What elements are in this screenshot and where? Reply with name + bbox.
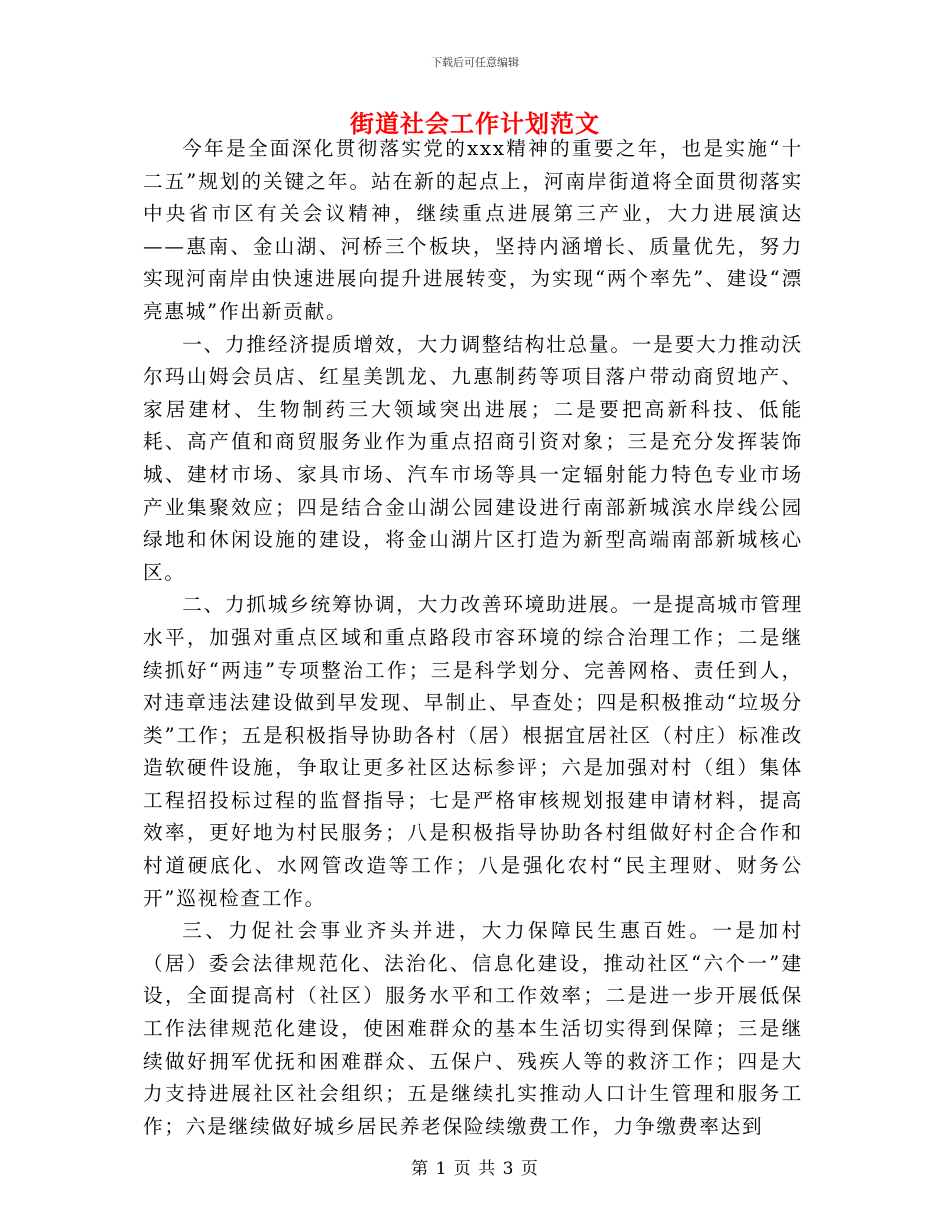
paragraph-section-3: 三、力促社会事业齐头并进，大力保障民生惠百姓。一是加村（居）委会法律规范化、法治化、信息化建设，推动社区“六个一”建设，全面提高村（社区）服务水平和工作效率；二是进一步开展低保工作法律规范化建设，使困难群众的基本生活切实得到保障；三是继续做好拥军优抚和困难群众、五保户、残疾人等的救济工作；四是大力支持进展社区社会组织；五是继续扎实推动人口计生管理和服务工作；六是继续做好城乡居民养老保险续缴费工作，力争缴费率达到 (143, 919, 803, 1138)
page-footer: 第 1 页 共 3 页 (411, 1159, 539, 1179)
paragraph-section-1: 一、力推经济提质增效，大力调整结构壮总量。一是要大力推动沃尔玛山姆会员店、红星美凯龙、九惠制药等项目落户带动商贸地产、家居建材、生物制药三大领域突出进展；二是要把高新科技、低能耗、高产值和商贸服务业作为重点招商引资对象；三是充分发挥装饰城、建材市场、家具市场、汽车市场等具一定辐射能力特色专业市场产业集聚效应；四是结合金山湖公园建设进行南部新城滨水岸线公园绿地和休闲设施的建设，将金山湖片区打造为新型高端南部新城核心区。 (143, 332, 803, 584)
paragraph-section-2: 二、力抓城乡统筹协调，大力改善环境助进展。一是提高城市管理水平，加强对重点区域和重点路段市容环境的综合治理工作；二是继续抓好“两违”专项整治工作；三是科学划分、完善网格、责任到人，对违章违法建设做到早发现、早制止、早查处；四是积极推动“垃圾分类”工作；五是积极指导协助各村（居）根据宜居社区（村庄）标准改造软硬件设施，争取让更多社区达标参评；六是加强对村（组）集体工程招投标过程的监督指导；七是严格审核规划报建申请材料，提高效率，更好地为村民服务；八是积极指导协助各村组做好村企合作和村道硬底化、水网管改造等工作；八是强化农村“民主理财、财务公开”巡视检查工作。 (143, 593, 803, 910)
document-title: 街道社会工作计划范文 (350, 109, 600, 138)
header-note: 下载后可任意编辑 (431, 56, 519, 69)
paragraph-intro: 今年是全面深化贯彻落实党的xxx精神的重要之年，也是实施“十二五”规划的关键之年。站在新的起点上，河南岸街道将全面贯彻落实中央省市区有关会议精神，继续重点进展第三产业，大力进展演达——惠南、金山湖、河桥三个板块，坚持内涵增长、质量优先，努力实现河南岸由快速进展向提升进展转变，为实现“两个率先”、建设“漂亮惠城”作出新贡献。 (143, 137, 803, 323)
document-body (143, 133, 803, 1143)
